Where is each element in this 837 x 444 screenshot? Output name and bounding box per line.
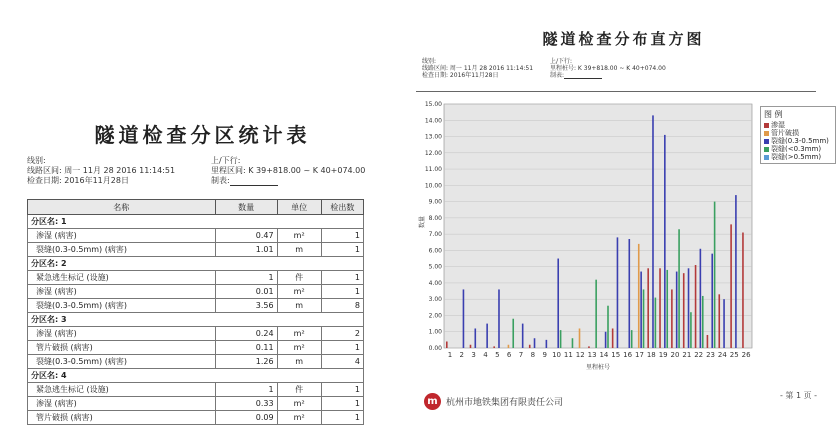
histogram-bar <box>463 289 465 348</box>
legend-item <box>764 153 832 161</box>
x-tick-label: 4 <box>483 351 488 359</box>
group-label: 分区名: 4 <box>28 369 364 383</box>
histogram-bar <box>678 229 680 348</box>
histogram-bar <box>612 328 614 348</box>
x-tick-label: 6 <box>506 351 512 359</box>
y-tick-label: 9.00 <box>428 198 442 206</box>
table-row <box>28 355 364 369</box>
row-count: 1 <box>321 341 363 355</box>
histogram-bar <box>718 294 720 348</box>
histogram-bar <box>688 268 690 348</box>
meta-inspection-date: 检查日期: 2016年11月28日 <box>422 72 499 79</box>
y-tick-label: 0.00 <box>428 345 442 352</box>
y-tick-label: 5.00 <box>428 263 442 271</box>
table-row <box>28 299 364 313</box>
statistics-meta-left <box>27 156 175 186</box>
row-unit: m² <box>277 411 321 425</box>
histogram-bar <box>671 289 673 348</box>
y-tick-label: 2.00 <box>428 312 442 320</box>
histogram-bar <box>723 299 725 348</box>
y-tick-label: 1.00 <box>428 328 442 336</box>
histogram-page <box>410 0 837 444</box>
group-label: 分区名: 3 <box>28 313 364 327</box>
meta-direction: 上/下行: <box>211 156 241 165</box>
statistics-meta-right <box>211 156 365 186</box>
legend-label: 裂缝(0.3-0.5mm) <box>771 137 829 145</box>
row-count: 2 <box>321 327 363 341</box>
statistics-title: 隧道检查分区统计表 <box>94 123 311 147</box>
row-count: 1 <box>321 243 363 257</box>
legend-swatch <box>764 139 769 144</box>
table-row <box>28 341 364 355</box>
row-count: 1 <box>321 411 363 425</box>
histogram-bar <box>643 289 645 348</box>
row-name: 紧急逃生标记 (设施) <box>28 383 216 397</box>
row-count: 1 <box>321 229 363 243</box>
row-name: 裂缝(0.3-0.5mm) (病害) <box>28 299 216 313</box>
row-name: 渗湿 (病害) <box>28 397 216 411</box>
legend-item <box>764 145 832 153</box>
histogram-bar <box>474 328 476 348</box>
histogram-bar <box>695 265 697 348</box>
histogram-bar <box>640 272 642 348</box>
x-tick-label: 2 <box>459 351 465 359</box>
group-label: 分区名: 2 <box>28 257 364 271</box>
table-row <box>28 411 364 425</box>
header-rule <box>416 91 816 92</box>
histogram-bar <box>446 341 448 348</box>
y-tick-label: 3.00 <box>428 296 442 304</box>
row-quantity: 1.01 <box>215 243 277 257</box>
x-tick-label: 12 <box>575 351 585 359</box>
row-name: 渗湿 (病害) <box>28 327 216 341</box>
footer-company: 杭州市地铁集团有限责任公司 <box>446 398 564 408</box>
y-tick-label: 13.00 <box>424 133 442 141</box>
table-group-row <box>28 215 364 229</box>
x-tick-label: 21 <box>682 351 692 359</box>
y-tick-label: 7.00 <box>428 231 442 239</box>
row-name: 裂缝(0.3-0.5mm) (病害) <box>28 355 216 369</box>
row-quantity: 0.24 <box>215 327 277 341</box>
histogram-bar <box>529 345 531 348</box>
row-quantity: 1.26 <box>215 355 277 369</box>
histogram-meta-left <box>422 58 533 79</box>
histogram-bar <box>628 239 630 348</box>
y-tick-label: 4.00 <box>428 279 442 287</box>
header-count: 检出数 <box>321 200 363 215</box>
metro-logo-icon: m <box>424 393 441 410</box>
footer <box>424 393 563 410</box>
table-group-row <box>28 257 364 271</box>
row-count: 4 <box>321 355 363 369</box>
y-tick-label: 12.00 <box>424 149 442 157</box>
legend-label: 裂缝(>0.5mm) <box>771 153 822 161</box>
legend-item <box>764 121 832 129</box>
x-tick-label: 8 <box>530 351 536 359</box>
histogram-bar <box>572 338 574 348</box>
x-tick-label: 10 <box>552 351 561 359</box>
row-quantity: 0.11 <box>215 341 277 355</box>
histogram-bar <box>714 202 716 348</box>
histogram-bar <box>605 332 607 348</box>
x-tick-label: 20 <box>670 351 680 359</box>
row-unit: m <box>277 243 321 257</box>
histogram-title: 隧道检查分布直方图 <box>542 30 705 48</box>
legend-label: 管片破损 <box>771 129 799 137</box>
histogram-bar <box>534 338 536 348</box>
row-quantity: 0.09 <box>215 411 277 425</box>
table-group-row <box>28 369 364 383</box>
histogram-bar <box>522 324 524 348</box>
row-count: 1 <box>321 285 363 299</box>
header-name: 名称 <box>28 200 216 215</box>
row-quantity: 1 <box>215 271 277 285</box>
histogram-bar <box>560 330 562 348</box>
histogram-bar <box>711 254 713 348</box>
y-tick-label: 8.00 <box>428 214 442 222</box>
table-header-row <box>28 200 364 215</box>
meta-tabulator: 制表: <box>211 176 365 186</box>
legend-swatch <box>764 131 769 136</box>
row-unit: m² <box>277 327 321 341</box>
table-row <box>28 285 364 299</box>
x-tick-label: 17 <box>635 351 644 359</box>
x-tick-label: 15 <box>611 351 621 359</box>
y-tick-label: 14.00 <box>424 117 442 125</box>
table-row <box>28 383 364 397</box>
legend-item <box>764 137 832 145</box>
table-row <box>28 243 364 257</box>
x-tick-label: 24 <box>717 351 727 359</box>
legend-swatch <box>764 147 769 152</box>
histogram-bar <box>508 345 510 348</box>
table-row <box>28 271 364 285</box>
legend-swatch <box>764 155 769 160</box>
chart-legend <box>760 106 836 164</box>
row-name: 渗湿 (病害) <box>28 285 216 299</box>
x-tick-label: 14 <box>599 351 609 359</box>
y-tick-label: 10.00 <box>424 182 442 190</box>
row-unit: m² <box>277 397 321 411</box>
row-count: 1 <box>321 271 363 285</box>
statistics-page <box>0 0 405 444</box>
legend-label: 裂缝(<0.3mm) <box>771 145 822 153</box>
histogram-bar <box>666 270 668 348</box>
histogram-bar <box>735 195 737 348</box>
histogram-bar <box>659 268 661 348</box>
legend-label: 渗湿 <box>771 121 785 129</box>
header-quantity: 数量 <box>215 200 277 215</box>
histogram-bar <box>730 224 732 348</box>
x-tick-label: 22 <box>694 351 704 359</box>
histogram-bar <box>690 312 692 348</box>
table-row <box>28 397 364 411</box>
histogram-bar <box>638 244 640 348</box>
legend-item <box>764 129 832 137</box>
histogram-bar <box>702 296 704 348</box>
row-unit: m² <box>277 229 321 243</box>
histogram-bar <box>664 135 666 348</box>
histogram-bar <box>631 330 633 348</box>
row-unit: 件 <box>277 271 321 285</box>
x-tick-label: 13 <box>587 351 597 359</box>
histogram-bar <box>676 272 678 348</box>
row-unit: m² <box>277 285 321 299</box>
row-unit: m <box>277 355 321 369</box>
histogram-bar <box>742 233 744 348</box>
row-unit: m <box>277 299 321 313</box>
y-tick-label: 15.00 <box>424 101 442 108</box>
histogram-bar <box>617 237 619 348</box>
meta-line-name: 线别: <box>27 156 46 165</box>
legend-swatch <box>764 123 769 128</box>
meta-inspection-date: 检查日期: 2016年11月28日 <box>27 176 129 185</box>
row-count: 1 <box>321 383 363 397</box>
meta-tabulator: 制表: <box>550 72 666 79</box>
row-name: 渗湿 (病害) <box>28 229 216 243</box>
group-label: 分区名: 1 <box>28 215 364 229</box>
x-tick-label: 16 <box>623 351 633 359</box>
histogram-bar <box>512 319 514 348</box>
histogram-bar <box>546 340 548 348</box>
meta-mileage-range: 里程区间: K 39+818.00 ~ K 40+074.00 <box>211 166 366 175</box>
row-quantity: 0.33 <box>215 397 277 411</box>
statistics-table-body <box>28 215 364 425</box>
histogram-bar <box>579 328 581 348</box>
table-group-row <box>28 313 364 327</box>
histogram-bar <box>707 335 709 348</box>
row-name: 紧急逃生标记 (设施) <box>28 271 216 285</box>
meta-line-name: 线别: <box>422 58 437 65</box>
x-tick-label: 23 <box>706 351 715 359</box>
histogram-meta-right <box>550 58 666 79</box>
histogram-bar <box>498 289 500 348</box>
y-tick-label: 6.00 <box>428 247 442 255</box>
meta-route-interval: 线路区间: 周一 11月 28 2016 11:14:51 <box>27 166 176 175</box>
row-count: 8 <box>321 299 363 313</box>
histogram-bar <box>607 306 609 348</box>
x-tick-label: 9 <box>542 351 547 359</box>
x-tick-label: 11 <box>563 351 573 359</box>
histogram-bar <box>470 345 472 348</box>
header-unit: 单位 <box>277 200 321 215</box>
row-name: 管片破损 (病害) <box>28 341 216 355</box>
meta-mileage-range: 里程桩号: K 39+818.00 ~ K 40+074.00 <box>550 65 666 72</box>
row-name: 管片破损 (病害) <box>28 411 216 425</box>
x-tick-label: 26 <box>741 351 751 359</box>
y-axis-label: 数量 <box>419 215 426 229</box>
histogram-bar <box>647 268 649 348</box>
table-row <box>28 229 364 243</box>
histogram-bar <box>493 346 495 348</box>
x-tick-label: 18 <box>646 351 656 359</box>
table-row <box>28 327 364 341</box>
histogram-bar <box>557 259 559 348</box>
x-tick-label: 19 <box>658 351 668 359</box>
x-tick-label: 7 <box>518 351 524 359</box>
meta-route-interval: 线路区间: 周一 11月 28 2016 11:14:51 <box>422 65 534 72</box>
row-name: 裂缝(0.3-0.5mm) (病害) <box>28 243 216 257</box>
x-tick-label: 1 <box>447 351 453 359</box>
plot-area <box>444 104 752 348</box>
row-quantity: 3.56 <box>215 299 277 313</box>
histogram-bar <box>595 280 597 348</box>
histogram-bar <box>588 346 590 348</box>
row-unit: 件 <box>277 383 321 397</box>
row-unit: m² <box>277 341 321 355</box>
histogram-bar <box>700 249 702 348</box>
histogram-bar <box>652 115 654 348</box>
histogram-bar <box>655 298 657 348</box>
statistics-table <box>27 199 364 425</box>
row-quantity: 0.47 <box>215 229 277 243</box>
histogram-bar <box>683 273 685 348</box>
page-number: - 第 1 页 - <box>780 391 818 400</box>
x-tick-label: 25 <box>729 351 739 359</box>
row-quantity: 0.01 <box>215 285 277 299</box>
row-count: 1 <box>321 397 363 411</box>
y-tick-label: 11.00 <box>424 166 442 174</box>
x-axis-label: 里程桩号 <box>585 364 611 371</box>
meta-direction: 上/下行: <box>550 58 573 65</box>
legend-title: 图 例 <box>764 110 783 119</box>
row-quantity: 1 <box>215 383 277 397</box>
x-tick-label: 5 <box>495 351 500 359</box>
x-tick-label: 3 <box>471 351 476 359</box>
histogram-bar <box>486 324 488 348</box>
